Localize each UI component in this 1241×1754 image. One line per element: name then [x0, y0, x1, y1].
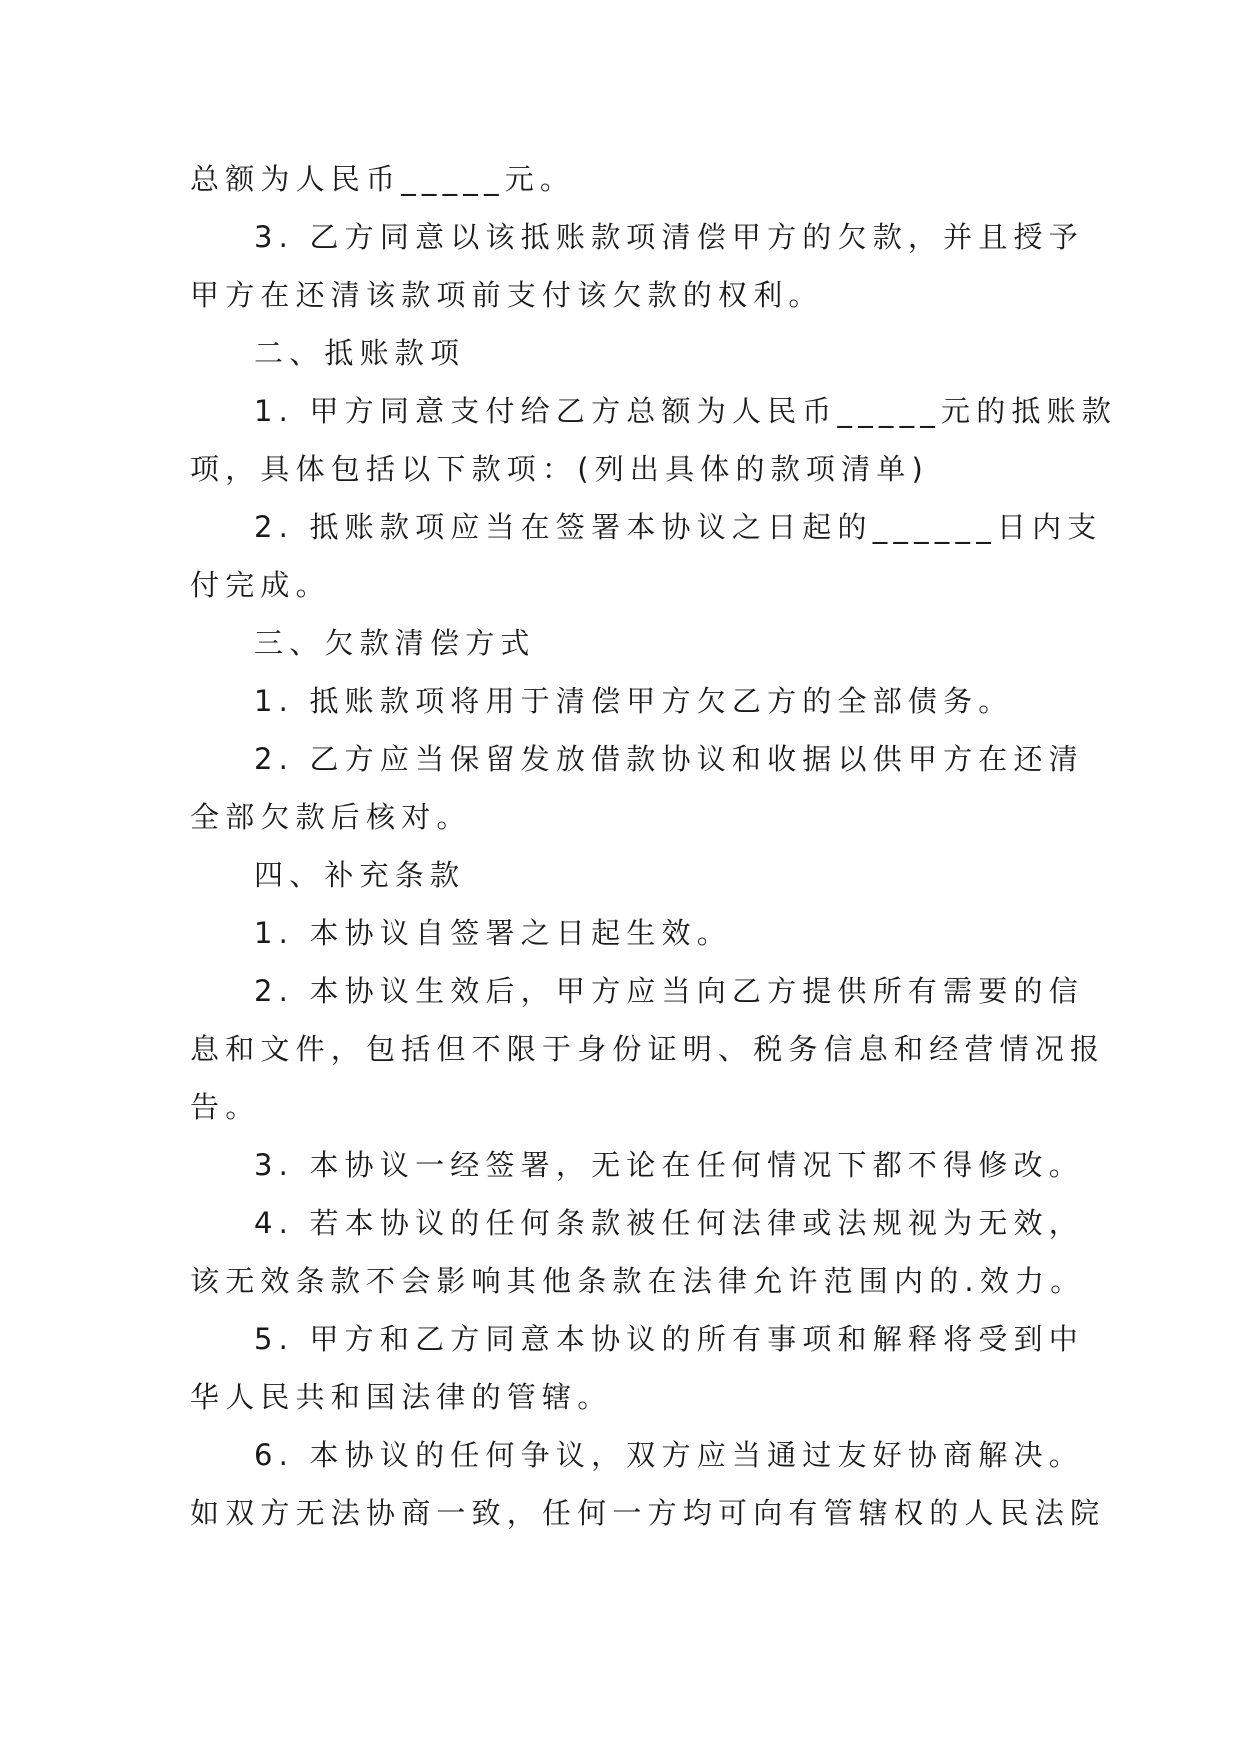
text-line: 2. 乙方应当保留发放借款协议和收据以供甲方在还清	[254, 742, 1084, 776]
text-line: 1. 甲方同意支付给乙方总额为人民币_____元的抵账款	[254, 394, 1117, 428]
text-line: 付完成。	[190, 568, 331, 602]
text-line: 4. 若本协议的任何条款被任何法律或法规视为无效，	[254, 1206, 1084, 1240]
text-line: 3. 本协议一经签署，无论在任何情况下都不得修改。	[254, 1148, 1084, 1182]
section-heading: 二、抵账款项	[254, 336, 466, 370]
text-line: 5. 甲方和乙方同意本协议的所有事项和解释将受到中	[254, 1322, 1084, 1356]
text-line: 2. 本协议生效后，甲方应当向乙方提供所有需要的信	[254, 974, 1084, 1008]
section-heading: 四、补充条款	[254, 858, 466, 892]
document-page	[190, 150, 1117, 1542]
text-line: 总额为人民币_____元。	[190, 162, 576, 196]
text-line: 1. 抵账款项将用于清偿甲方欠乙方的全部债务。	[254, 684, 1014, 718]
text-line: 全部欠款后核对。	[190, 800, 472, 834]
text-line: 甲方在还清该款项前支付该欠款的权利。	[190, 278, 824, 312]
text-line: 1. 本协议自签署之日起生效。	[254, 916, 732, 950]
text-line: 项，具体包括以下款项：(列出具体的款项清单)	[190, 452, 930, 486]
text-line: 6. 本协议的任何争议，双方应当通过友好协商解决。	[254, 1438, 1084, 1472]
text-line: 如双方无法协商一致，任何一方均可向有管辖权的人民法院	[190, 1496, 1106, 1530]
section-heading: 三、欠款清偿方式	[254, 626, 536, 660]
text-line: 2. 抵账款项应当在签署本协议之日起的______日内支	[254, 510, 1103, 544]
text-line: 该无效条款不会影响其他条款在法律允许范围内的.效力。	[190, 1264, 1086, 1298]
text-line: 华人民共和国法律的管辖。	[190, 1380, 613, 1414]
text-line: 息和文件，包括但不限于身份证明、税务信息和经营情况报	[190, 1032, 1106, 1066]
text-line: 3. 乙方同意以该抵账款项清偿甲方的欠款，并且授予	[254, 220, 1084, 254]
text-line: 告。	[190, 1090, 261, 1124]
